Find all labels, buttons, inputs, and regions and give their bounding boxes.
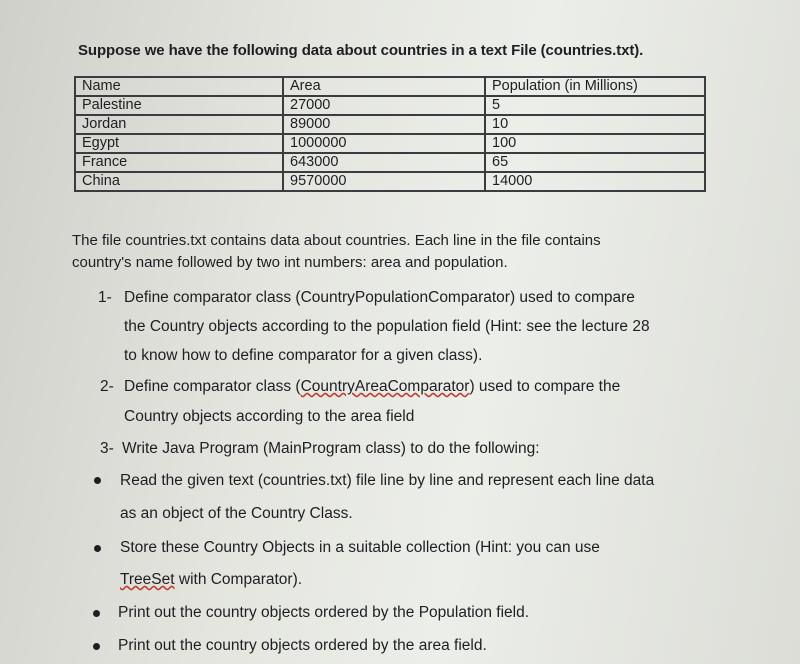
bullet-icon [94,545,101,552]
cell-population: 5 [485,96,705,115]
bullet-line [120,565,302,595]
item-2-text: Define comparator class ( [124,378,301,395]
bullet-icon [93,610,100,617]
cell-name: Jordan [75,115,283,134]
item-1-line: Define comparator class (CountryPopulationComparator) used to compare [124,289,635,306]
bullet-line: Store these Country Objects in a suitable collection (Hint: you can use [120,539,600,556]
cell-name: Egypt [75,134,283,153]
cell-area: 1000000 [283,134,485,153]
item-1-line: to know how to define comparator for a given class). [124,347,483,364]
item-2-line [124,372,620,402]
header-population: Population (in Millions) [485,77,705,96]
cell-name: China [75,172,283,191]
intro-line: The file countries.txt contains data about countries. Each line in the file contains [72,232,601,249]
cell-area: 27000 [283,96,485,115]
item-2-line: Country objects according to the area field [124,408,415,425]
document-title: Suppose we have the following data about countries in a text File (countries.txt). [78,42,644,59]
bullet-line: Print out the country objects ordered by the Population field. [118,604,529,621]
treeset-underlined: TreeSet [120,571,175,588]
item-number: 2- [100,378,114,395]
item-number: 3- [100,440,114,457]
cell-population: 14000 [485,172,705,191]
intro-line: country's name followed by two int numbers: area and population. [72,254,508,271]
cell-area: 643000 [283,153,485,172]
item-number: 1- [98,289,112,306]
item-3-line: Write Java Program (MainProgram class) to do the following: [122,440,540,457]
header-area: Area [283,77,485,96]
cell-population: 100 [485,134,705,153]
item-1-line: the Country objects according to the population field (Hint: see the lecture 28 [124,318,650,335]
cell-area: 9570000 [283,172,485,191]
cell-name: Palestine [75,96,283,115]
cell-population: 65 [485,153,705,172]
class-name-underlined: CountryAreaComparator [300,378,470,395]
bullet-icon [93,643,100,650]
cell-population: 10 [485,115,705,134]
bullet-icon [94,477,101,484]
bullet-text: with Comparator). [174,571,303,588]
item-2-text: ) used to compare the [469,378,621,395]
cell-name: France [75,153,283,172]
bullet-line: as an object of the Country Class. [120,505,353,522]
bullet-line: Read the given text (countries.txt) file line by line and represent each line data [120,472,655,489]
header-name: Name [75,77,283,96]
bullet-line: Print out the country objects ordered by the area field. [118,637,487,654]
cell-area: 89000 [283,115,485,134]
